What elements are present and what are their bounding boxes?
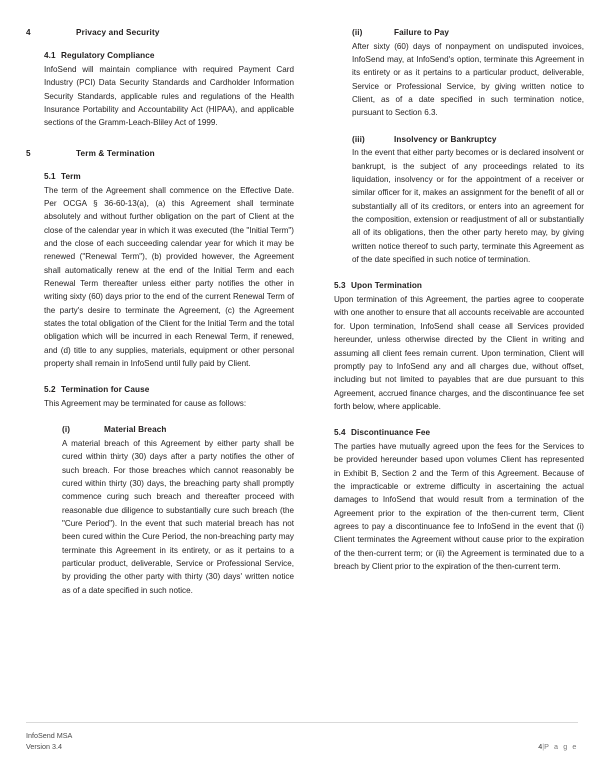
section-4-1-number: 4.1	[44, 51, 56, 61]
item-iii-title: Insolvency or Bankruptcy	[394, 134, 497, 144]
heading-item-ii	[316, 28, 584, 39]
right-column	[316, 28, 584, 597]
footer-page-indicator	[538, 741, 578, 752]
footer-document-title: InfoSend MSA	[26, 731, 73, 740]
section-5-1-title: Term	[61, 171, 81, 181]
left-column	[26, 28, 294, 597]
spacer	[26, 370, 294, 385]
footer-page-separator: |	[542, 742, 545, 751]
section-5-4-title: Discontinuance Fee	[351, 428, 431, 438]
spacer	[316, 120, 584, 135]
section-5-2-number: 5.2	[44, 385, 56, 395]
heading-item-i	[26, 425, 294, 436]
footer-page-word: P a g e	[544, 742, 578, 751]
spacer	[26, 130, 294, 149]
section-5-1-number: 5.1	[44, 171, 56, 181]
heading-section-5	[26, 149, 294, 159]
section-5-4-number: 5.4	[334, 428, 346, 438]
footer-content	[26, 730, 578, 752]
spacer	[316, 266, 584, 281]
section-5-1-body: The term of the Agreement shall commence on the Effective Date. Per OCGA § 36-60-13(a), (a) this Agreement shall terminate absolutely and without further obligation on the part of Client at the close of the calendar year in which it was executed (the "Initial Term") and the close of each succeeding calendar year for which it may be renewed ("Renewal Term"), (b) provided however, the Agreement shall automatically renew at the end of the Initial Term and each Renewal Term thereafter unless either party notifies the other in writing sixty (60) days prior to the end of the current Renewal Term of the party's desire to terminate the Agreement, (c) the Agreement states the total obligation of the Client for the Initial Term and the total obligation which will be incurred in each Renewal Term, if renewed, and (d) title to any supplies, materials, equipment or other personal property shall remain in InfoSend until fully paid by Client.	[44, 185, 294, 368]
footer-divider	[26, 722, 578, 723]
page-columns	[0, 28, 600, 597]
item-i-title: Material Breach	[104, 425, 167, 435]
item-i-number: (i)	[62, 425, 71, 435]
section-5-number: 5	[26, 148, 31, 158]
section-5-2-body: This Agreement may be terminated for cause as follows:	[44, 399, 247, 408]
section-4-number: 4	[26, 28, 31, 37]
item-iii-number: (iii)	[352, 134, 365, 144]
section-5-3-title: Upon Termination	[351, 281, 423, 291]
item-ii-number: (ii)	[352, 28, 363, 37]
section-4-1-title: Regulatory Compliance	[61, 51, 155, 61]
footer-page-number: 4	[538, 742, 543, 751]
section-5-3-number: 5.3	[334, 281, 346, 291]
spacer	[316, 413, 584, 428]
item-ii-title: Failure to Pay	[394, 28, 450, 37]
section-5-3-body: Upon termination of this Agreement, the parties agree to cooperate with one another to ensure that all accounts receivable are accounted for. Upon termination, InfoSend shall cease all Services provided hereunder, unless otherwise directed by the Client in writing and assuming all client fees remain current. Upon termination, Client will promptly pay to InfoSend any and all charges due, without offset, including but not limited to payables that are due pursuant to this Agreement, accrued finance charges, and the discontinuance fee set forth below, where applicable.	[334, 295, 584, 411]
page-footer	[26, 722, 578, 752]
footer-document-version: Version 3.4	[26, 742, 62, 751]
section-5-title: Term & Termination	[76, 148, 155, 158]
item-ii-body: After sixty (60) days of nonpayment on undisputed invoices, InfoSend may, at InfoSend's option, terminate this Agreement in its entirety or as it pertains to a particular product, deliverable, Service or Professional Service, by giving written notice to Client, as of a date specified in such termination notice, pursuant to Section 6.3.	[352, 41, 584, 118]
section-4-1-body: InfoSend will maintain compliance with required Payment Card Industry (PCI) Data Security Standards and Cardholder Information Security Standards, applicable rules and regulations of the Health Insurance Portability and Accountability Act (HIPAA), and applicable sections of the Gramm-Leach-Bliley Act of 1999.	[44, 64, 294, 128]
heading-section-5-3	[316, 281, 584, 292]
section-5-4-body: The parties have mutually agreed upon the fees for the Services to be provided hereunder based upon volumes Client has represented in Exhibit B, Section 2 and the Term of this Agreement. Because of the impracticable or extreme difficulty in ascertaining the actual damages to InfoSend that would result from a termination of the Agreement prior to the expiration of the then-current term, Client agrees to pay a discontinuance fee to InfoSend in the event that (i) Client terminates the Agreement without cause prior to the expiration of the then-current term; or (ii) the Agreement is terminated due to a breach by Client prior to the expiration of the then-current term.	[334, 441, 584, 571]
heading-section-4-1	[26, 51, 294, 62]
section-4-title: Privacy and Security	[76, 28, 160, 37]
heading-section-4	[26, 28, 294, 38]
item-i-body: A material breach of this Agreement by either party shall be cured within thirty (30) days after a party notifies the other of such breach. For those breaches which cannot reasonably be cured within thirty (30) days, the breaching party shall promptly commence curing such breach and thereafter proceed with reasonable due diligence to substantially cure such breach (the "Cure Period"). In the event that such material breach has not been cured within the Cure Period, the non-breaching party may terminate this Agreement in its entirety, or as it pertains to a particular product, deliverable, Service or Professional Service, by providing the other party with thirty (30) days' written notice as of a date specified in such notice.	[62, 439, 294, 595]
heading-item-iii	[316, 135, 584, 146]
heading-section-5-2	[26, 385, 294, 396]
footer-document-info	[26, 730, 72, 752]
spacer	[26, 410, 294, 425]
heading-section-5-4	[316, 428, 584, 439]
section-5-2-title: Termination for Cause	[61, 385, 150, 395]
item-iii-body: In the event that either party becomes or is declared insolvent or bankrupt, is the subject of any proceedings related to its liquidation, insolvency or for the appointment of a receiver or similar officer for it, makes an assignment for the benefit of all or substantially all of its creditors, or enters into an agreement for the composition, extension or readjustment of all or substantially all of its obligations, then the other party hereto may, by giving written notice thereof to such party, terminate this Agreement as of the date specified in such notice of termination.	[352, 148, 584, 265]
heading-section-5-1	[26, 172, 294, 183]
